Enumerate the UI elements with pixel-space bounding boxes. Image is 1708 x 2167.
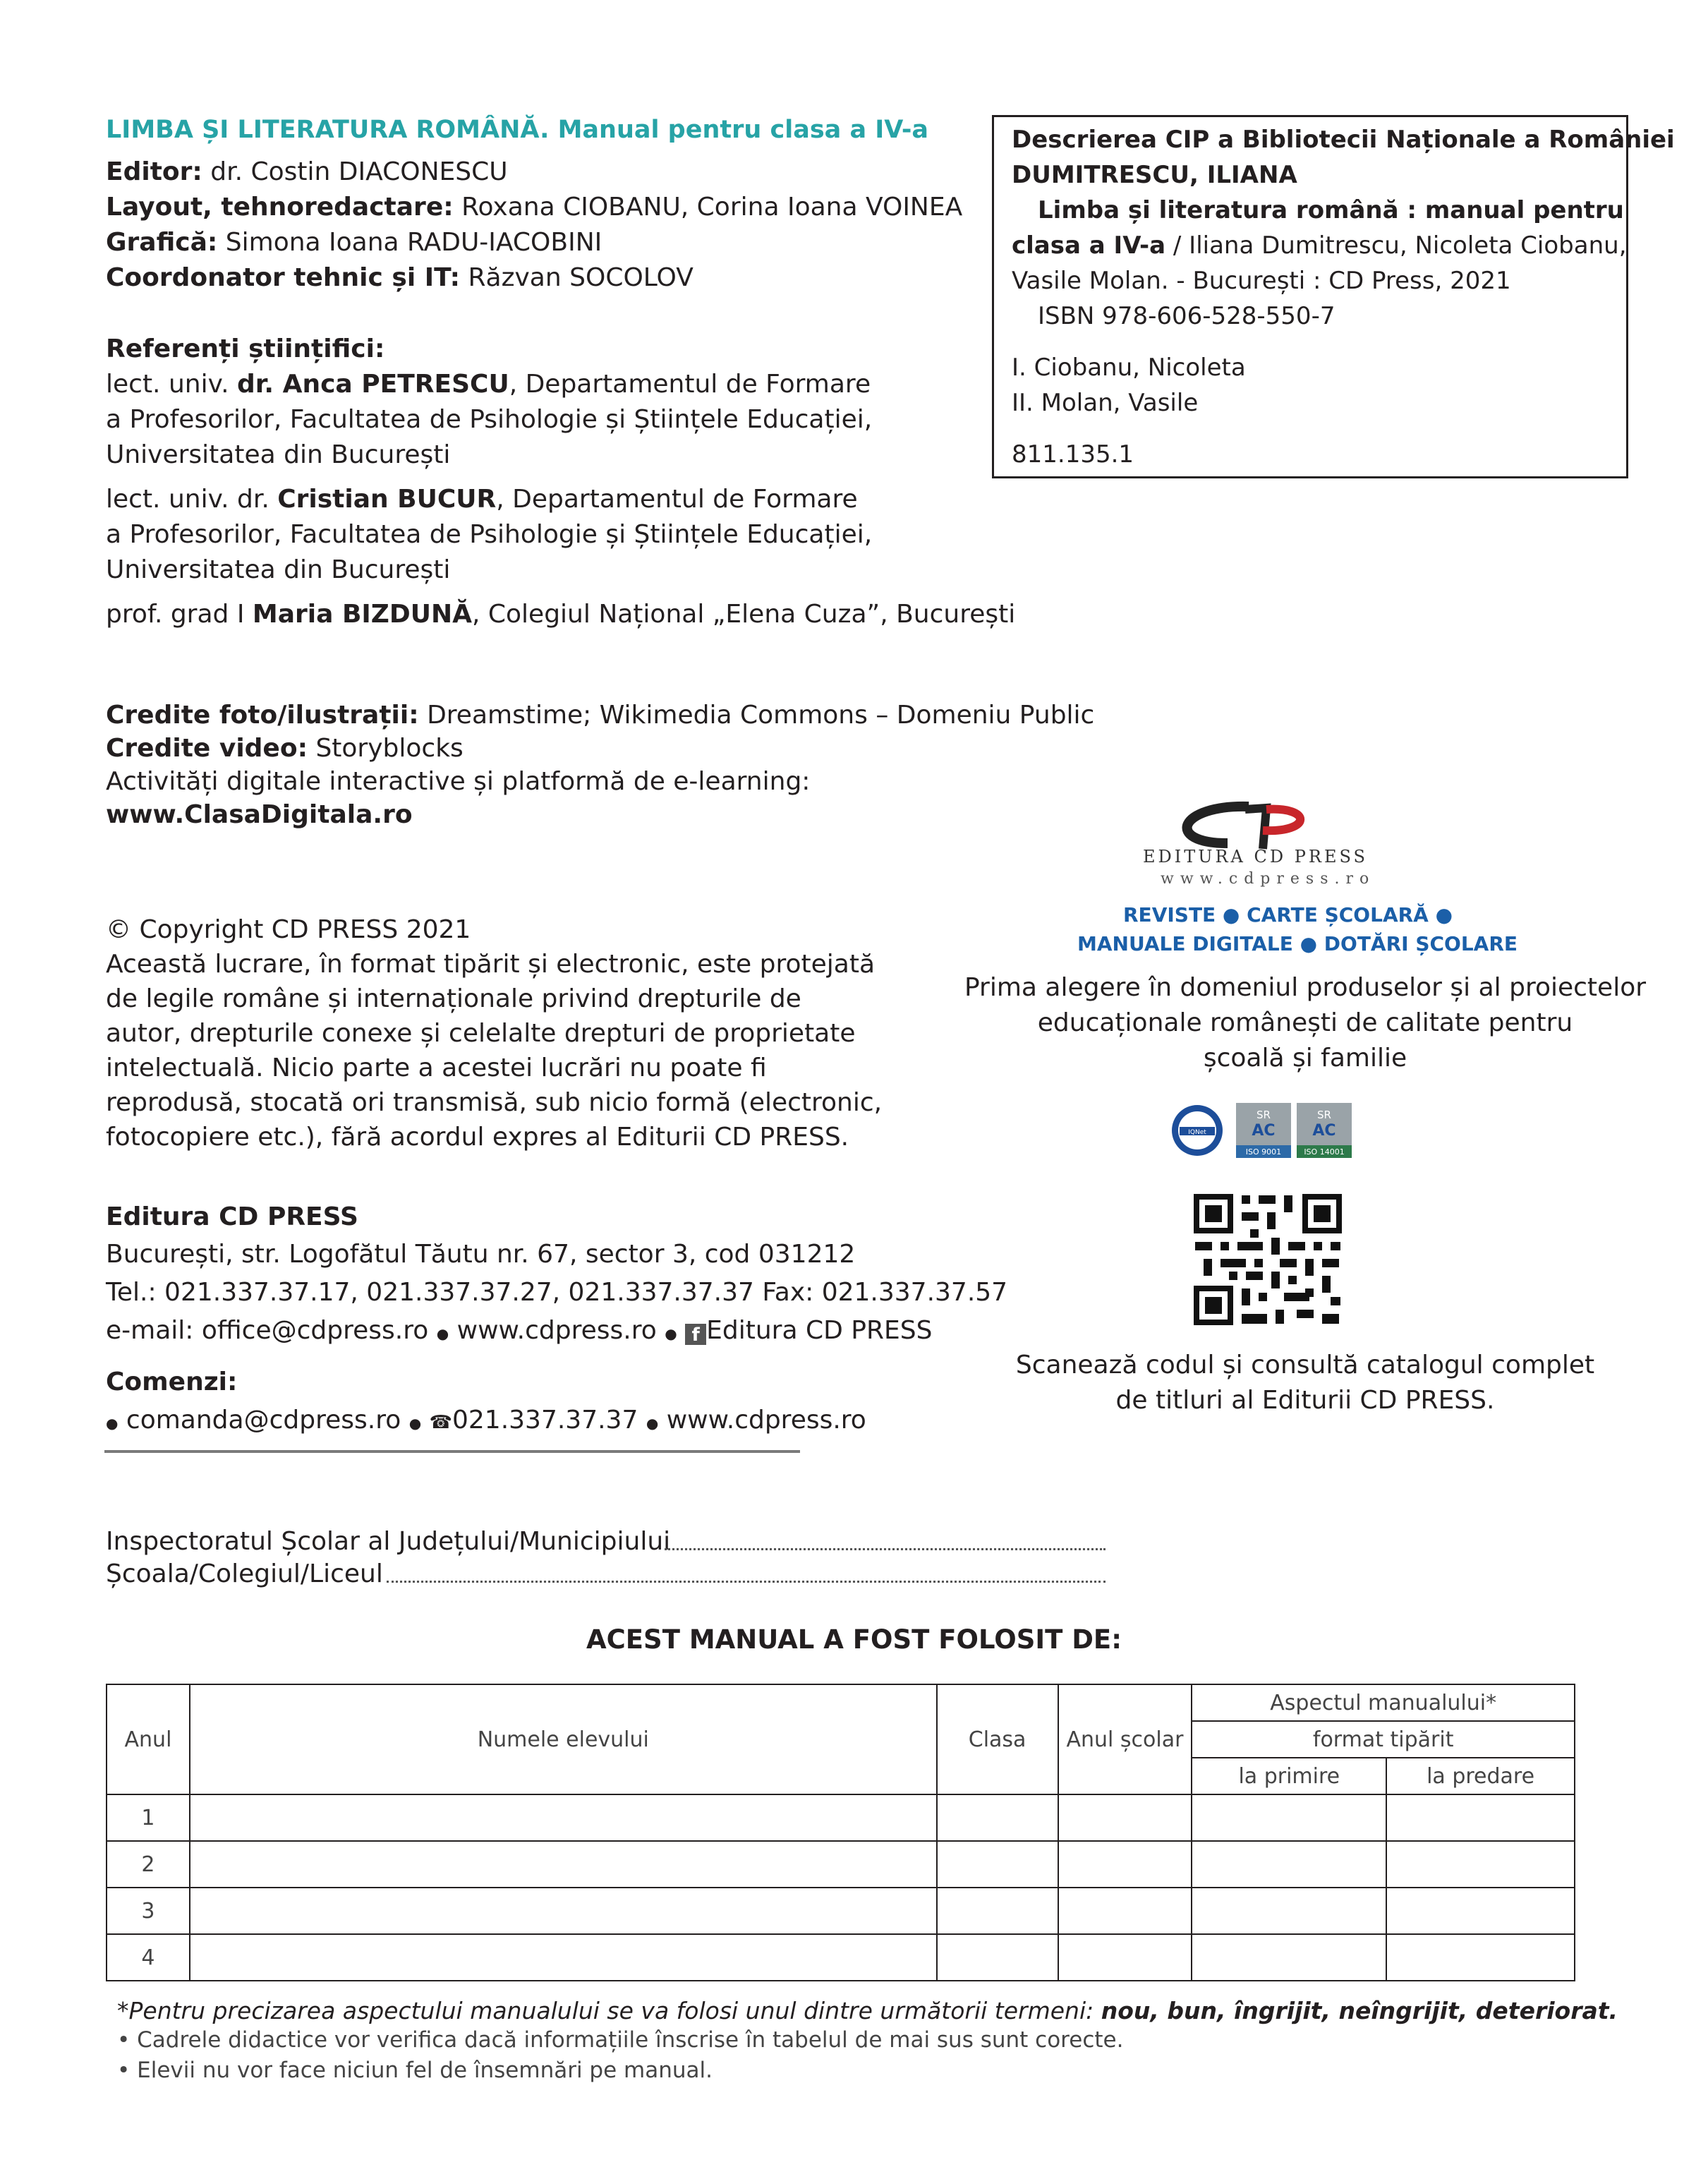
video-credits-value: Storyblocks <box>315 734 464 763</box>
referee-2-name: Cristian BUCUR <box>277 485 497 514</box>
video-credits-line <box>106 733 464 763</box>
col-header-clasa: Clasa <box>937 1684 1058 1794</box>
scoala-fill-line[interactable] <box>387 1581 1106 1583</box>
student-name-cell[interactable] <box>190 1794 937 1841</box>
grafica-value: Simona Ioana RADU-IACOBINI <box>225 228 602 257</box>
referee-1-line2: a Profesorilor, Facultatea de Psihologie și Științele Educației, <box>106 405 873 434</box>
cip-box <box>992 115 1675 478</box>
copyright-text-1: Această lucrare, în format tipărit și electronic, este protejată <box>106 950 876 979</box>
bullet-icon: ● <box>408 1415 422 1432</box>
row-number: 2 <box>107 1841 190 1888</box>
digital-activities-line: Activități digitale interactive și platformă de e-learning: <box>106 767 811 796</box>
returned-condition-cell[interactable] <box>1386 1794 1575 1841</box>
returned-condition-cell[interactable] <box>1386 1934 1575 1981</box>
table-row <box>107 1888 1575 1934</box>
cip-entry-1: I. Ciobanu, Nicoleta <box>1012 354 1246 382</box>
orders-phone[interactable]: 021.337.37.37 <box>452 1406 638 1435</box>
publisher-contact-line <box>106 1315 932 1346</box>
orders-email[interactable]: comanda@cdpress.ro <box>126 1406 401 1435</box>
col-header-format: format tipărit <box>1192 1721 1575 1758</box>
publisher-facebook-link[interactable]: Editura CD PRESS <box>706 1316 933 1345</box>
col-header-an-scolar: Anul școlar <box>1058 1684 1192 1794</box>
referee-3-name: Maria BIZDUNĂ <box>252 600 472 629</box>
referee-3-title: prof. grad I <box>106 600 245 629</box>
aspect-footnote-text: *Pentru precizarea aspectului manualului se va folosi unul dintre următorii termeni: <box>117 1997 1101 2024</box>
slogan-line-3: școală și familie <box>1203 1044 1407 1073</box>
row-number: 3 <box>107 1888 190 1934</box>
phone-icon: ☎ <box>429 1412 452 1433</box>
iqnet-badge-icon <box>1170 1103 1225 1158</box>
school-year-cell[interactable] <box>1058 1794 1192 1841</box>
cip-publisher-line: Vasile Molan. - București : CD Press, 2021 <box>1012 267 1511 295</box>
qr-code-icon[interactable] <box>1192 1193 1343 1327</box>
referees-heading: Referenți științifici: <box>106 334 385 363</box>
class-cell[interactable] <box>937 1934 1058 1981</box>
row-number: 1 <box>107 1794 190 1841</box>
clasa-digitala-link[interactable]: www.ClasaDigitala.ro <box>106 800 413 829</box>
referee-2-title: lect. univ. dr. <box>106 485 269 514</box>
referee-1-name: dr. Anca PETRESCU <box>237 370 509 399</box>
cip-title-line2 <box>1012 231 1627 260</box>
aspect-footnote-terms: nou, bun, îngrijit, neîngrijit, deteriorat. <box>1101 1997 1618 2024</box>
editor-line <box>106 157 508 187</box>
received-condition-cell[interactable] <box>1192 1794 1386 1841</box>
student-name-cell[interactable] <box>190 1841 937 1888</box>
facebook-icon: f <box>685 1324 706 1345</box>
badge3-top: SR <box>1317 1109 1331 1121</box>
layout-line <box>106 192 962 222</box>
logo-tagline-2: MANUALE DIGITALE ● DOTĂRI ȘCOLARE <box>1077 932 1518 955</box>
col-header-nume: Numele elevului <box>190 1684 937 1794</box>
copyright-text-5: reprodusă, stocată ori transmisă, sub nicio formă (electronic, <box>106 1088 883 1117</box>
copyright-line: © Copyright CD PRESS 2021 <box>106 915 471 944</box>
coordonator-label: Coordonator tehnic și IT: <box>106 263 461 292</box>
returned-condition-cell[interactable] <box>1386 1841 1575 1888</box>
cip-heading: Descrierea CIP a Bibliotecii Naționale a României <box>1012 126 1675 154</box>
editor-label: Editor: <box>106 157 202 186</box>
slogan-line-2: educaționale românești de calitate pentru <box>1037 1008 1573 1037</box>
referee-1-dept: , Departamentul de Formare <box>509 370 871 399</box>
inspectorat-label: Inspectoratul Școlar al Județului/Municipiului <box>106 1527 671 1556</box>
class-cell[interactable] <box>937 1888 1058 1934</box>
received-condition-cell[interactable] <box>1192 1841 1386 1888</box>
publisher-name: Editura CD PRESS <box>106 1202 358 1231</box>
referee-2-line3: Universitatea din București <box>106 555 451 584</box>
badge3-mid: AC <box>1312 1122 1336 1140</box>
editor-value: dr. Costin DIACONESCU <box>210 157 508 186</box>
cip-authors: / Iliana Dumitrescu, Nicoleta Ciobanu, <box>1165 231 1627 260</box>
badge2-top: SR <box>1256 1109 1271 1121</box>
layout-value: Roxana CIOBANU, Corina Ioana VOINEA <box>461 193 963 222</box>
row-number: 4 <box>107 1934 190 1981</box>
returned-condition-cell[interactable] <box>1386 1888 1575 1934</box>
table-row <box>107 1794 1575 1841</box>
col-header-anul: Anul <box>107 1684 190 1794</box>
cip-entry-2: II. Molan, Vasile <box>1012 389 1199 417</box>
bullet-icon: ● <box>646 1415 659 1432</box>
school-year-cell[interactable] <box>1058 1888 1192 1934</box>
video-credits-label: Credite video: <box>106 734 308 763</box>
referee-2-line2: a Profesorilor, Facultatea de Psihologie și Științele Educației, <box>106 520 873 549</box>
col-header-predare: la predare <box>1386 1758 1575 1794</box>
referee-2-line1 <box>106 484 858 514</box>
bullet-icon: ● <box>436 1325 449 1342</box>
cd-press-logo <box>1122 794 1390 893</box>
referee-3-affiliation: , Colegiul Național „Elena Cuza”, București <box>472 600 1016 629</box>
referee-3-line <box>106 599 1015 629</box>
usage-table <box>106 1684 1575 1981</box>
grafica-label: Grafică: <box>106 228 218 257</box>
publisher-phones: Tel.: 021.337.37.17, 021.337.37.27, 021.337.37.37 Fax: 021.337.37.57 <box>106 1278 1008 1307</box>
sr-ac-iso14001-badge-icon <box>1297 1103 1352 1158</box>
referee-1-title: lect. univ. <box>106 370 229 399</box>
cip-isbn: ISBN 978-606-528-550-7 <box>1038 302 1335 330</box>
logo-publisher-name: EDITURA CD PRESS <box>1143 847 1368 867</box>
logo-url: www.cdpress.ro <box>1161 870 1376 888</box>
coordonator-line <box>106 262 694 293</box>
orders-contact-line <box>106 1405 866 1435</box>
copyright-text-3: autor, drepturile conexe și celelalte drepturi de proprietate <box>106 1019 856 1048</box>
school-year-cell[interactable] <box>1058 1841 1192 1888</box>
photo-credits-line <box>106 700 1094 730</box>
table-row <box>107 1841 1575 1888</box>
iqnet-label: IQNet <box>1188 1129 1206 1136</box>
orders-web-link[interactable]: www.cdpress.ro <box>666 1406 866 1435</box>
badge3-bottom: ISO 14001 <box>1304 1147 1345 1157</box>
copyright-text-6: fotocopiere etc.), fără acordul expres al Editurii CD PRESS. <box>106 1123 849 1152</box>
cip-author: DUMITRESCU, ILIANA <box>1012 161 1297 189</box>
footnote-bullet-2: • Elevii nu vor face niciun fel de însemnări pe manual. <box>117 2058 713 2083</box>
bullet-icon: ● <box>665 1325 677 1342</box>
layout-label: Layout, tehnoredactare: <box>106 193 454 222</box>
cip-title-class: clasa a IV-a <box>1012 231 1166 260</box>
cp-monogram-icon <box>1122 794 1390 850</box>
referee-1-line1 <box>106 369 871 399</box>
badge2-bottom: ISO 9001 <box>1245 1147 1282 1157</box>
table-row <box>107 1934 1575 1981</box>
sr-ac-iso9001-badge-icon <box>1236 1103 1291 1158</box>
col-header-primire: la primire <box>1192 1758 1386 1794</box>
qr-caption-2: de titluri al Editurii CD PRESS. <box>1115 1386 1495 1415</box>
copyright-text-4: intelectuală. Nicio parte a acestei lucrări nu poate fi <box>106 1054 767 1082</box>
received-condition-cell[interactable] <box>1192 1888 1386 1934</box>
class-cell[interactable] <box>937 1794 1058 1841</box>
inspectorat-fill-line[interactable] <box>665 1548 1106 1550</box>
usage-table-heading: ACEST MANUAL A FOST FOLOSIT DE: <box>586 1624 1122 1655</box>
orders-heading: Comenzi: <box>106 1368 238 1396</box>
qr-caption-1: Scanează codul și consultă catalogul complet <box>1015 1351 1595 1380</box>
bullet-icon: ● <box>106 1415 119 1432</box>
photo-credits-value: Dreamstime; Wikimedia Commons – Domeniu Public <box>427 701 1095 730</box>
publisher-address: București, str. Logofătul Tăutu nr. 67, sector 3, cod 031212 <box>106 1240 856 1269</box>
orders-separator <box>104 1450 800 1453</box>
publisher-web-link[interactable]: www.cdpress.ro <box>456 1316 657 1345</box>
footnote-bullet-1: • Cadrele didactice vor verifica dacă informațiile înscrise în tabelul de mai sus sunt corecte. <box>117 2027 1124 2053</box>
copyright-text-2: de legile române și internaționale privind drepturile de <box>106 984 801 1013</box>
book-title: LIMBA ȘI LITERATURA ROMÂNĂ. Manual pentru clasa a IV-a <box>106 116 928 144</box>
publisher-email[interactable]: e-mail: office@cdpress.ro <box>106 1316 429 1345</box>
student-name-cell[interactable] <box>190 1888 937 1934</box>
logo-tagline-1: REVISTE ● CARTE ȘCOLARĂ ● <box>1123 903 1453 926</box>
class-cell[interactable] <box>937 1841 1058 1888</box>
coordonator-value: Răzvan SOCOLOV <box>468 263 694 292</box>
col-header-aspect: Aspectul manualului* <box>1192 1684 1575 1721</box>
cip-title-line1: Limba și literatura română : manual pentru <box>1038 196 1624 224</box>
slogan-line-1: Prima alegere în domeniul produselor și al proiectelor <box>964 973 1647 1002</box>
referee-1-line3: Universitatea din București <box>106 440 451 469</box>
referee-2-dept: , Departamentul de Formare <box>496 485 858 514</box>
badge2-mid: AC <box>1252 1122 1276 1140</box>
received-condition-cell[interactable] <box>1192 1934 1386 1981</box>
grafica-line <box>106 227 602 258</box>
cip-udc: 811.135.1 <box>1012 440 1134 469</box>
school-year-cell[interactable] <box>1058 1934 1192 1981</box>
student-name-cell[interactable] <box>190 1934 937 1981</box>
aspect-footnote <box>117 1997 1618 2025</box>
scoala-label: Școala/Colegiul/Liceul <box>106 1559 383 1588</box>
photo-credits-label: Credite foto/ilustrații: <box>106 701 419 730</box>
